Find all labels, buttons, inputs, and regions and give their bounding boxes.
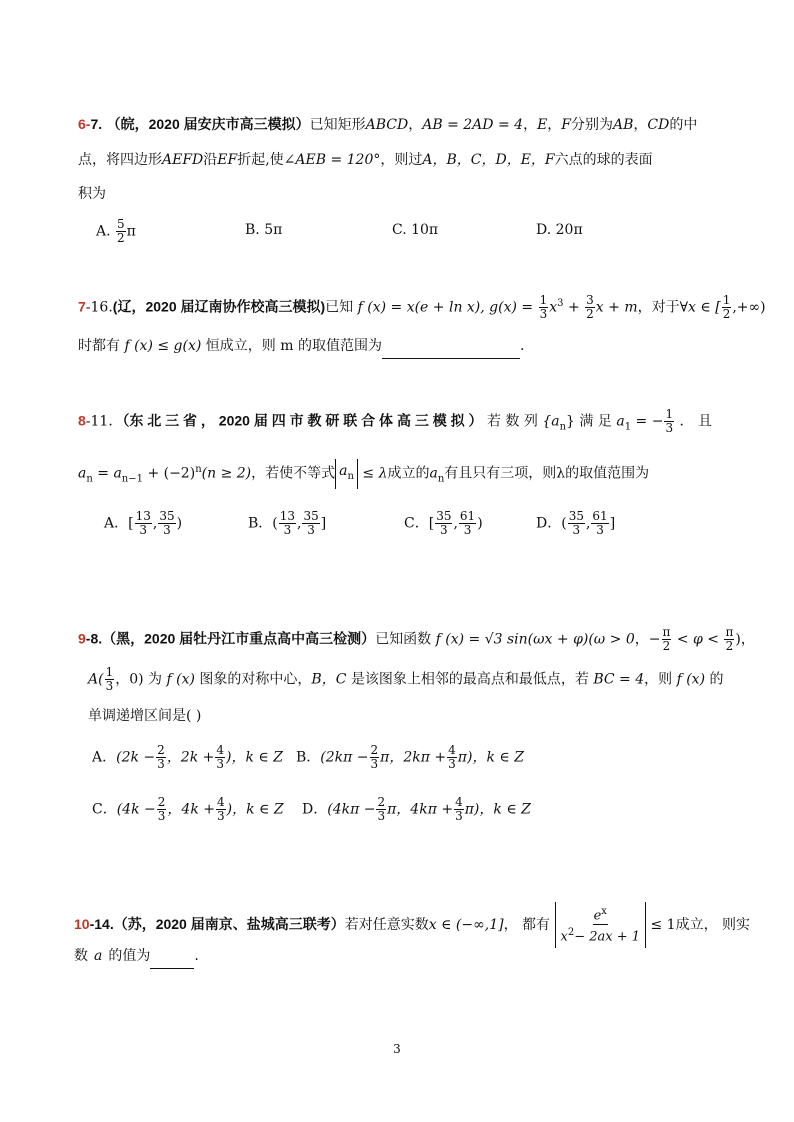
math: {a [542, 413, 560, 430]
math: ∠AEB = 120° [283, 152, 381, 168]
option-d: D. 20π [536, 222, 583, 238]
fraction [279, 510, 296, 537]
math: )，k ∈ Z [226, 801, 284, 818]
denominator: 3 [157, 809, 166, 823]
q9-line-1 [78, 626, 755, 653]
text: 数 [74, 948, 88, 964]
numerator: π [725, 625, 734, 639]
math: a [339, 462, 348, 479]
numerator: 2 [377, 795, 386, 809]
superscript: x [601, 906, 607, 917]
math: AEFD [162, 152, 204, 168]
math: CD [647, 117, 670, 133]
text: 成立的 [387, 465, 430, 482]
option-label: A．[ [104, 515, 134, 532]
math: A，B，C，D，E，F [422, 152, 555, 168]
denominator: 3 [572, 523, 581, 537]
fraction [215, 744, 225, 771]
fraction [447, 744, 457, 771]
answer-blank[interactable] [150, 944, 194, 969]
math: ,+∞) [732, 299, 766, 316]
option-a [92, 744, 283, 771]
question-source: (辽，2020 届辽南协作校高三模拟) [112, 298, 326, 315]
numerator: 13 [279, 509, 296, 523]
q6-line-1 [78, 112, 697, 137]
option-d: D．( $\frac{35}{3}$ , $\frac{61}{3}$ ] [536, 509, 616, 537]
numerator: 4 [216, 795, 225, 809]
q7-line-1 [78, 292, 766, 321]
text: 已知函数 [375, 631, 432, 648]
text: 的中 [669, 117, 698, 133]
math: x + m [595, 299, 638, 316]
math: f (x) ≤ g(x) [124, 338, 202, 354]
math: )， [735, 631, 755, 648]
text: 已知矩形 [309, 117, 366, 133]
question-source: （皖，2020 届安庆市高三模拟） [106, 116, 310, 132]
question-number: 9 [78, 630, 86, 647]
option-c: C．[ $\frac{35}{3}$ , $\frac{61}{3}$ ) [404, 509, 483, 537]
math: x ∈ (−∞,1] [428, 916, 504, 933]
fraction [561, 904, 641, 946]
math: AB [613, 117, 634, 133]
math: a [429, 465, 438, 482]
math: f (x) [676, 671, 706, 688]
q9-line-2 [88, 666, 723, 693]
question-number: 10 [74, 915, 90, 932]
denominator: 2 [662, 639, 671, 653]
math: x [549, 299, 558, 316]
numerator: 3 [586, 293, 594, 308]
math: a [616, 413, 625, 430]
q8-line-1 [78, 408, 712, 439]
math: BC = 4 [593, 671, 645, 688]
numerator: 4 [455, 795, 463, 809]
subscript: n−1 [121, 473, 143, 485]
text: ，若使不等式 [251, 465, 336, 482]
absolute-value [555, 902, 647, 948]
question-index: -16. [85, 299, 113, 316]
denominator: 3 [455, 809, 463, 823]
math: = a [97, 465, 122, 482]
denominator: 2 [586, 307, 594, 322]
fraction [157, 796, 167, 823]
numerator [593, 904, 608, 925]
superscript: 3 [557, 298, 564, 309]
math: AB = 2AD = 4 [422, 117, 524, 133]
numerator: 4 [448, 743, 456, 757]
text: 图象的对称中心， [199, 671, 312, 688]
text: 若 数 列 [486, 413, 538, 430]
denominator: 3 [139, 523, 148, 537]
denominator: 3 [216, 757, 225, 771]
text: 满 足 [579, 413, 612, 430]
subscript: 1 [624, 421, 632, 433]
fraction [724, 626, 734, 653]
fraction [585, 294, 595, 321]
denominator: 3 [665, 421, 674, 435]
numerator: 5 [117, 217, 125, 231]
math: (n ≥ 2) [201, 465, 252, 482]
option-c: C. 10π [392, 222, 439, 238]
q7-line-2 [78, 334, 524, 359]
text: ， [547, 117, 562, 133]
fraction [539, 294, 549, 321]
numerator: 2 [157, 743, 165, 757]
text: ，则过 [380, 152, 423, 168]
text: ，对于 [637, 299, 680, 316]
math: (4k − [116, 801, 156, 818]
text: ， 都有 [503, 916, 551, 933]
fraction [454, 796, 464, 823]
text: 点，将四边形 [78, 152, 162, 168]
option-label: D．( [536, 515, 567, 532]
option-label: A． [92, 749, 117, 766]
denominator: 3 [370, 757, 379, 771]
question-number: 7 [78, 298, 86, 315]
fraction [105, 666, 115, 693]
option-label: C． [92, 801, 117, 818]
fraction [664, 408, 674, 435]
math: π)，k ∈ Z [457, 749, 524, 766]
numerator: π [662, 625, 671, 639]
question-source: （东 北 三 省 ， 2020 届 四 市 教 研 联 合 体 高 三 模 拟 ） [122, 412, 483, 429]
denominator: 2 [725, 639, 734, 653]
numerator: 2 [370, 743, 379, 757]
math: E [537, 117, 548, 133]
q10-line-2 [74, 944, 199, 969]
text: 为 [148, 671, 163, 688]
math: (4kπ − [327, 801, 376, 818]
option-c [92, 796, 284, 823]
q9-line-3: 单调递增区间是( ) [88, 708, 202, 724]
math: f (x) [166, 671, 195, 688]
question-source: （黑，2020 届牡丹江市重点高中高三检测） [102, 630, 376, 647]
text: ，则 [644, 671, 673, 688]
fraction [459, 510, 476, 537]
numerator: 13 [135, 509, 151, 523]
denominator: 3 [539, 307, 548, 322]
option-label: C．[ [404, 515, 435, 532]
numerator: 61 [459, 509, 476, 523]
math: ，0) [115, 671, 144, 688]
option-b: B．( $\frac{13}{3}$ , $\frac{35}{3}$ ] [248, 509, 327, 537]
text: 沿 [203, 152, 218, 168]
text: 有且只有三项，则λ的取值范围为 [444, 465, 650, 482]
math: B，C [311, 671, 347, 688]
math: ，− [634, 631, 661, 648]
fraction [158, 510, 175, 537]
fraction [216, 796, 226, 823]
text: ． 且 [679, 413, 712, 430]
text: 的值为 [108, 948, 151, 964]
question-source: （苏，2020 届南京、盐城高三联考） [113, 915, 345, 932]
numerator: 35 [436, 509, 452, 523]
denominator: 3 [596, 523, 604, 537]
math: )，k ∈ Z [226, 749, 283, 766]
numerator: 35 [303, 509, 319, 523]
math: ，4k + [167, 801, 215, 818]
math: (2kπ − [320, 749, 369, 766]
text: ) [176, 515, 183, 532]
question-number: 6- [78, 116, 91, 132]
numerator: 61 [592, 509, 608, 523]
q6-line-2 [78, 148, 653, 172]
text: 的 [709, 671, 724, 688]
fraction [591, 510, 608, 537]
fraction [116, 218, 126, 245]
question-index: -11． [85, 413, 123, 430]
text: 六点的球的表面 [554, 152, 653, 168]
math: e [593, 908, 602, 924]
text: 是该图象上相邻的最高点和最低点，若 [350, 671, 589, 688]
math: ≤ 1 [650, 916, 676, 933]
denominator: 3 [157, 757, 165, 771]
math: A( [88, 671, 104, 688]
option-label: A. [96, 223, 111, 240]
superscript: 2 [567, 927, 575, 939]
subscript: n [559, 421, 567, 433]
numerator: 2 [157, 795, 166, 809]
question-number: 8 [78, 412, 86, 429]
option-label: D． [302, 801, 328, 818]
math: = − [635, 413, 664, 430]
denominator: 3 [283, 523, 292, 537]
text: ， [523, 117, 538, 133]
denominator: 3 [463, 523, 472, 537]
math: ≤ λ [362, 465, 388, 482]
q10-line-1 [74, 902, 750, 948]
denominator [561, 925, 641, 945]
superscript: n [195, 464, 202, 475]
math: π，4kπ + [387, 801, 454, 818]
text: 成立， 则实 [675, 916, 751, 933]
fraction [568, 510, 585, 537]
denominator: 3 [307, 523, 315, 537]
math: x [560, 929, 568, 945]
subscript: n [347, 470, 354, 482]
math: a [94, 948, 103, 964]
option-label: B．( [248, 515, 278, 532]
question-index: -8. [85, 630, 103, 647]
math: a [78, 465, 87, 482]
math: ∀x ∈ [ [679, 299, 721, 316]
math: f (x) = √3 sin(ωx + φ)(ω > 0 [435, 631, 635, 648]
absolute-value [335, 459, 358, 489]
q6-line-3: 积为 [78, 186, 106, 202]
question-index: 7. [90, 116, 103, 132]
numerator: 35 [568, 509, 584, 523]
option-d [302, 796, 531, 823]
fraction [156, 744, 166, 771]
text: ] [320, 515, 327, 532]
math: − 2ax + 1 [574, 929, 641, 945]
q8-line-2 [78, 458, 649, 491]
text: ] [609, 515, 616, 532]
fraction [135, 510, 152, 537]
fraction [302, 510, 319, 537]
option-b: B. 5π [245, 222, 283, 238]
math: (2k − [116, 749, 156, 766]
numerator: 4 [216, 743, 225, 757]
text: 折起,使 [237, 152, 284, 168]
math: + (−2) [147, 465, 196, 482]
math: π)，k ∈ Z [464, 801, 531, 818]
numerator: 1 [105, 665, 114, 679]
numerator: 35 [159, 509, 175, 523]
math: < φ < [676, 631, 720, 648]
denominator: 3 [440, 523, 448, 537]
page-number: 3 [393, 1042, 401, 1056]
fraction [722, 294, 732, 321]
text: . [194, 948, 199, 964]
text: ， [633, 117, 648, 133]
numerator: 1 [722, 293, 731, 308]
option-b [296, 744, 524, 771]
numerator: 1 [665, 407, 674, 421]
denominator: 3 [105, 679, 114, 693]
text: 恒成立，则 m 的取值范围为 [205, 338, 382, 354]
text: 若对任意实数 [344, 916, 429, 933]
subscript: n [86, 473, 93, 485]
option-a: A．[ $\frac{13}{3}$ , $\frac{35}{3}$ ) [104, 509, 183, 537]
option-label: B． [296, 749, 321, 766]
fraction [370, 744, 380, 771]
math: π，2kπ + [380, 749, 447, 766]
fraction [435, 510, 452, 537]
text: 分别为 [571, 117, 614, 133]
question-index: -14. [89, 915, 114, 932]
text: π [126, 223, 136, 240]
fraction [662, 626, 672, 653]
math: F [561, 117, 572, 133]
denominator: 2 [722, 307, 731, 322]
fraction [376, 796, 386, 823]
math: } [566, 413, 575, 430]
denominator: 3 [377, 809, 386, 823]
text: ) [477, 515, 483, 532]
denominator: 3 [216, 809, 225, 823]
math: + [567, 299, 580, 316]
denominator: 3 [163, 523, 171, 537]
text: . [519, 338, 525, 354]
text: 已知 [325, 299, 354, 316]
math: f (x) = x(e + ln x), g(x) = [357, 299, 534, 316]
answer-blank[interactable] [382, 334, 520, 359]
option-a [96, 218, 136, 245]
denominator: 2 [117, 231, 125, 245]
math: ABCD [365, 117, 409, 133]
subscript: n [437, 473, 445, 485]
text: 时都有 [78, 338, 120, 354]
denominator: 3 [448, 757, 456, 771]
text: ， [408, 117, 423, 133]
numerator: 1 [539, 293, 548, 308]
math: EF [217, 152, 238, 168]
math: ，2k + [166, 749, 215, 766]
